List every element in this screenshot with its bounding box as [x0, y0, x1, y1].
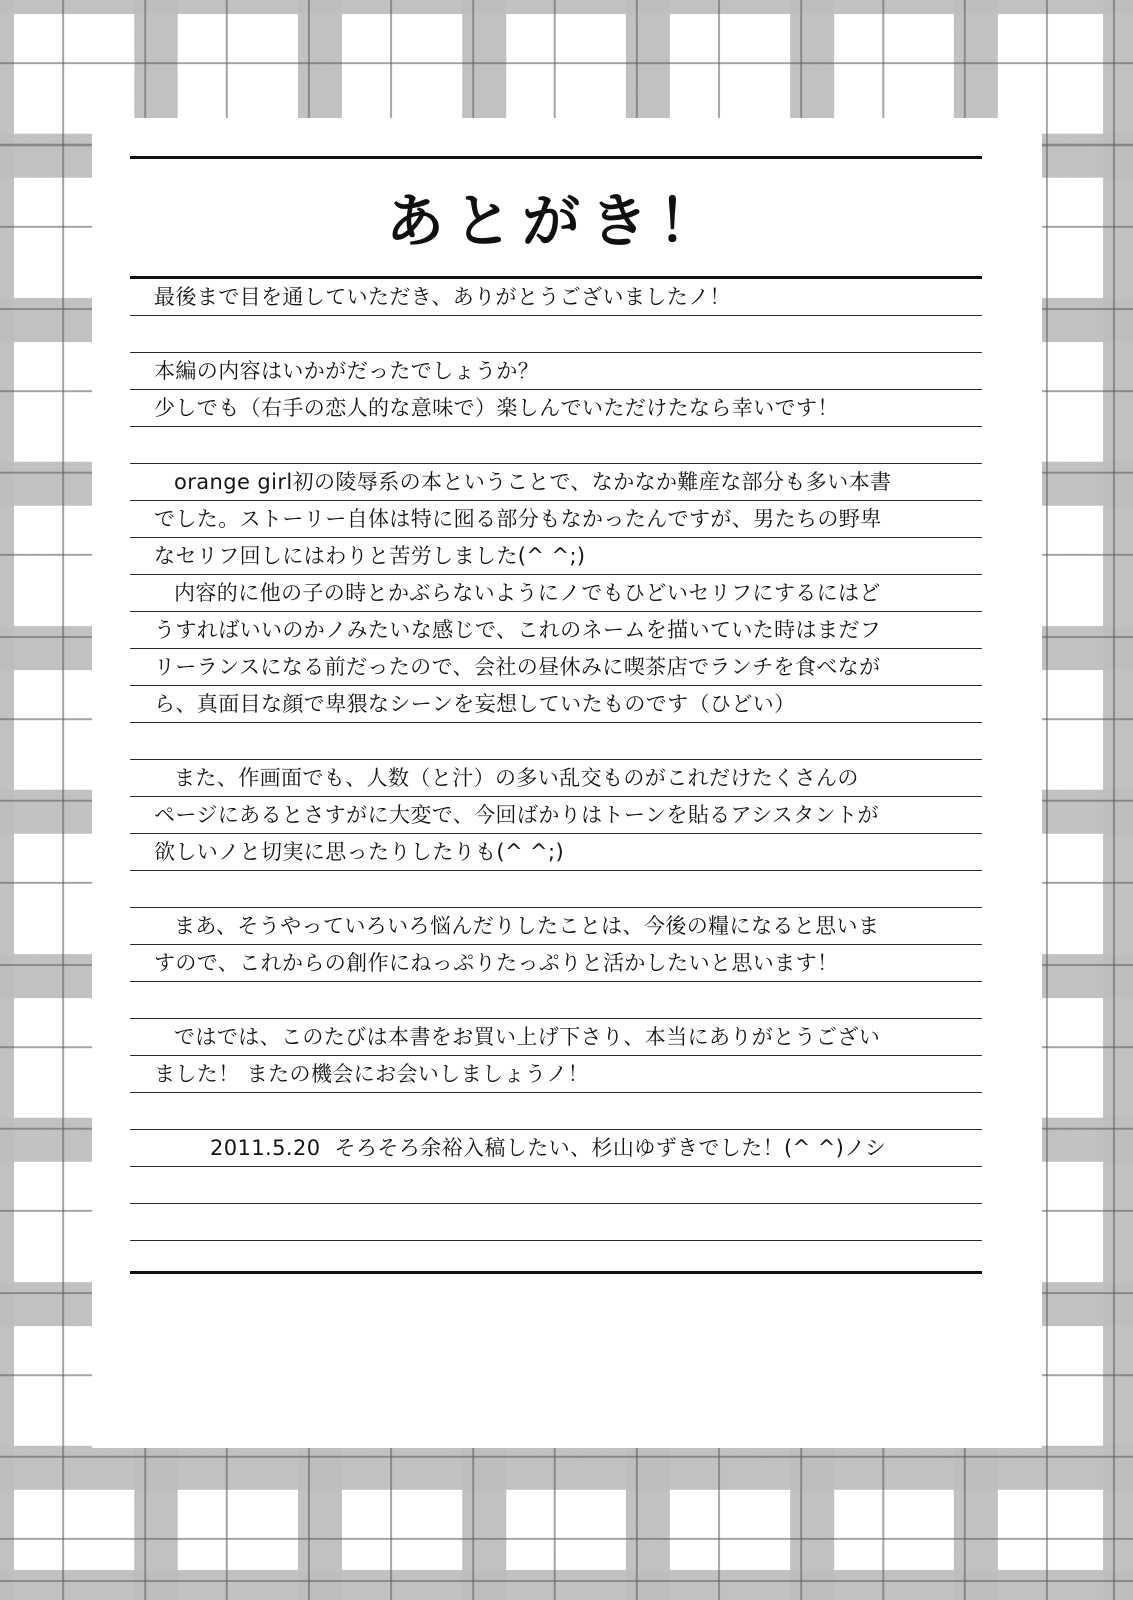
text-line — [130, 464, 982, 501]
text-line — [130, 760, 982, 797]
line-text: うすればいいのかノみたいな感じで、これのネームを描いていた時はまだフ — [154, 617, 882, 642]
line-text: 欲しいノと切実に思ったりしたりも(^ ^;) — [154, 839, 565, 864]
line-text: でした。ストーリー自体は特に囮る部分もなかったんですが、男たちの野卑 — [154, 506, 882, 531]
text-line — [130, 1056, 982, 1093]
paper-sheet — [92, 118, 1042, 1448]
text-line — [130, 945, 982, 982]
line-text: すので、これからの創作にねっぷりたっぷりと活かしたいと思います！ — [154, 950, 839, 975]
line-text: また、作画面でも、人数（と汁）の多い乱交ものがこれだけたくさんの — [174, 765, 859, 790]
text-line — [130, 316, 982, 353]
line-text: ではでは、このたびは本書をお買い上げ下さり、本当にありがとうござい — [174, 1024, 881, 1049]
text-line — [130, 501, 982, 538]
line-text: ページにあるとさすがに大変で、今回ばかりはトーンを貼るアシスタントが — [154, 802, 879, 827]
line-text: 少しでも（右手の恋人的な意味で）楽しんでいただけたなら幸いです！ — [154, 395, 839, 420]
text-line — [130, 1167, 982, 1204]
text-line — [130, 427, 982, 464]
line-text: 2011.5.20 そろそろ余裕入稿したい、杉山ゆずきでした！(^ ^)ノシ — [210, 1135, 887, 1160]
text-line — [130, 649, 982, 686]
page-title: あとがき！ — [385, 187, 726, 255]
ruled-lines — [130, 279, 982, 1241]
line-text: 内容的に他の子の時とかぶらないようにノでもひどいセリフにするにはど — [174, 580, 881, 605]
afterword-content — [130, 156, 982, 1410]
line-text: orange girl初の陵辱系の本ということで、なかなか難産な部分も多い本書 — [174, 469, 892, 494]
text-line — [130, 1019, 982, 1056]
text-line — [130, 353, 982, 390]
text-line — [130, 834, 982, 871]
line-text: ました！ またの機会にお会いしましょうノ！ — [154, 1061, 590, 1086]
line-text: ら、真面目な顔で卑猥なシーンを妄想していたものです（ひどい） — [154, 691, 796, 716]
line-text: まあ、そうやっていろいろ悩んだりしたことは、今後の糧になると思いま — [174, 913, 880, 938]
text-line — [130, 538, 982, 575]
text-line — [130, 797, 982, 834]
text-line — [130, 982, 982, 1019]
text-line — [130, 908, 982, 945]
text-line — [130, 723, 982, 760]
text-line — [130, 575, 982, 612]
line-text: 本編の内容はいかがだったでしょうか？ — [154, 358, 540, 383]
signature-line — [130, 1130, 982, 1167]
bottom-divider — [130, 1271, 982, 1274]
text-line — [130, 612, 982, 649]
line-text: 最後まで目を通していただき、ありがとうございましたノ！ — [154, 284, 731, 309]
text-line — [130, 1204, 982, 1241]
line-text: リーランスになる前だったので、会社の昼休みに喫茶店でランチを食べなが — [154, 654, 881, 679]
text-line — [130, 686, 982, 723]
text-line — [130, 871, 982, 908]
text-line — [130, 1093, 982, 1130]
line-text: なセリフ回しにはわりと苦労しました(^ ^;) — [154, 543, 586, 568]
text-line — [130, 390, 982, 427]
text-line — [130, 279, 982, 316]
